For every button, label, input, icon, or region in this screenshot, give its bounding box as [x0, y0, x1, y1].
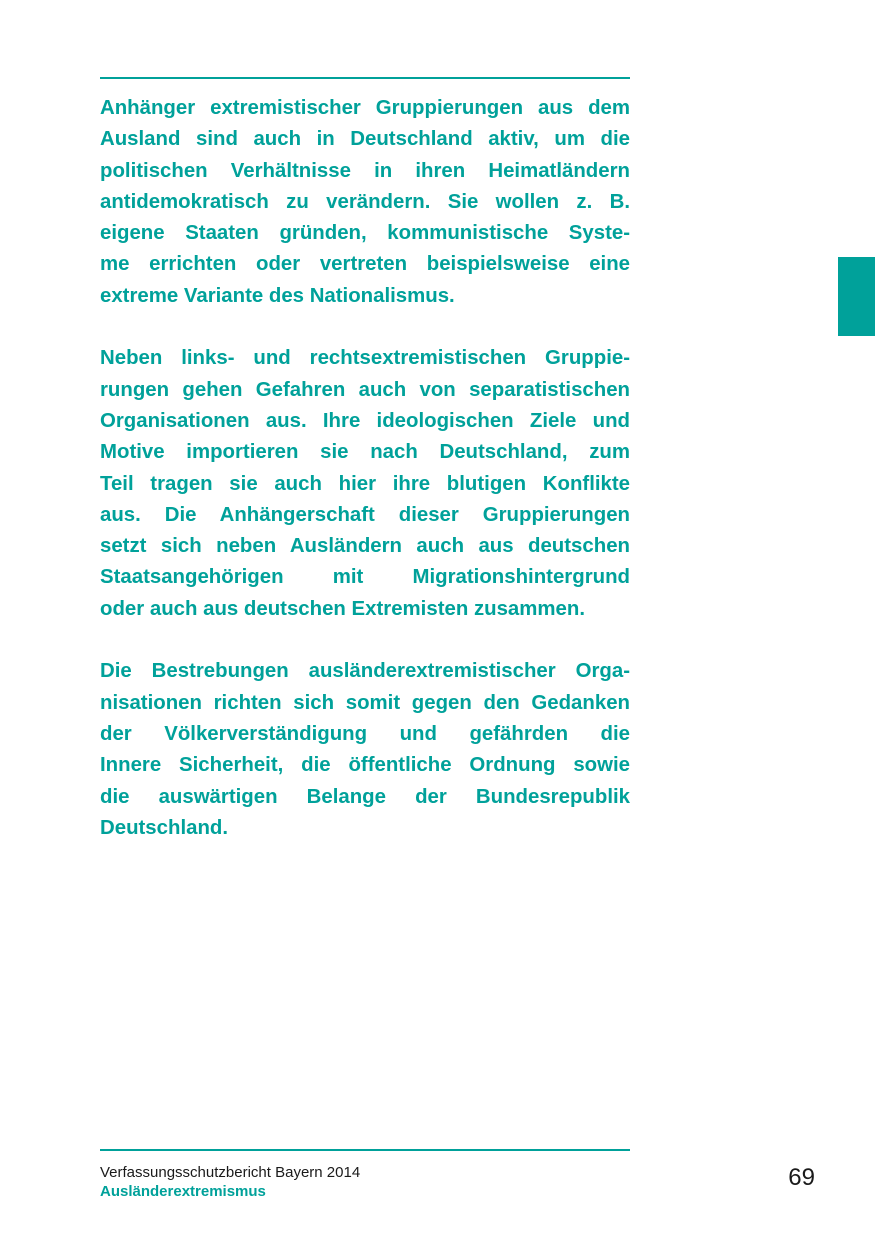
- text-line: der Völkerverständigung und gefährden die: [100, 722, 630, 745]
- text-line: Ausland sind auch in Deutschland aktiv, um die: [100, 128, 630, 151]
- text-line: Innere Sicherheit, die öffentliche Ordnung sowie: [100, 754, 630, 777]
- text-line: oder auch aus deutschen Extremisten zusammen.: [100, 597, 585, 620]
- paragraph: [100, 343, 630, 625]
- text-line: me errichten oder vertreten beispielsweise eine: [100, 253, 630, 276]
- text-line: Staatsangehörigen mit Migrationshintergrund: [100, 566, 630, 589]
- text-line: nisationen richten sich somit gegen den Gedanken: [100, 691, 630, 714]
- text-line: politischen Verhältnisse in ihren Heimatländern: [100, 159, 630, 182]
- paragraph: [100, 656, 630, 844]
- body-text: [100, 93, 630, 875]
- text-line: Anhänger extremistischer Gruppierungen aus dem: [100, 97, 630, 119]
- page-number: 69: [788, 1164, 815, 1191]
- footer-section: Ausländerextremismus: [100, 1183, 266, 1200]
- footer-title: Verfassungsschutzbericht Bayern 2014: [100, 1164, 361, 1181]
- paragraph: [100, 93, 630, 312]
- text-line: Deutschland.: [100, 816, 229, 839]
- text-line: extreme Variante des Nationalismus.: [100, 284, 455, 307]
- text-line: die auswärtigen Belange der Bundesrepublik: [100, 785, 630, 808]
- text-line: Neben links- und rechtsextremistischen Gruppie-: [100, 347, 630, 370]
- footer-divider: [100, 1149, 630, 1151]
- text-line: aus. Die Anhängerschaft dieser Gruppierungen: [100, 503, 630, 526]
- text-line: Die Bestrebungen ausländerextremistischer Orga-: [100, 660, 630, 683]
- top-divider: [100, 77, 630, 79]
- text-line: antidemokratisch zu verändern. Sie wollen z. B.: [100, 190, 630, 213]
- chapter-marker-tab: [838, 257, 875, 336]
- text-line: Teil tragen sie auch hier ihre blutigen Konflikte: [100, 472, 630, 495]
- text-line: setzt sich neben Ausländern auch aus deutschen: [100, 535, 630, 558]
- text-line: Motive importieren sie nach Deutschland, zum: [100, 441, 630, 464]
- footer: [100, 1163, 360, 1201]
- text-line: eigene Staaten gründen, kommunistische Syste-: [100, 222, 630, 245]
- text-line: Organisationen aus. Ihre ideologischen Ziele und: [100, 409, 630, 432]
- text-line: rungen gehen Gefahren auch von separatistischen: [100, 378, 630, 401]
